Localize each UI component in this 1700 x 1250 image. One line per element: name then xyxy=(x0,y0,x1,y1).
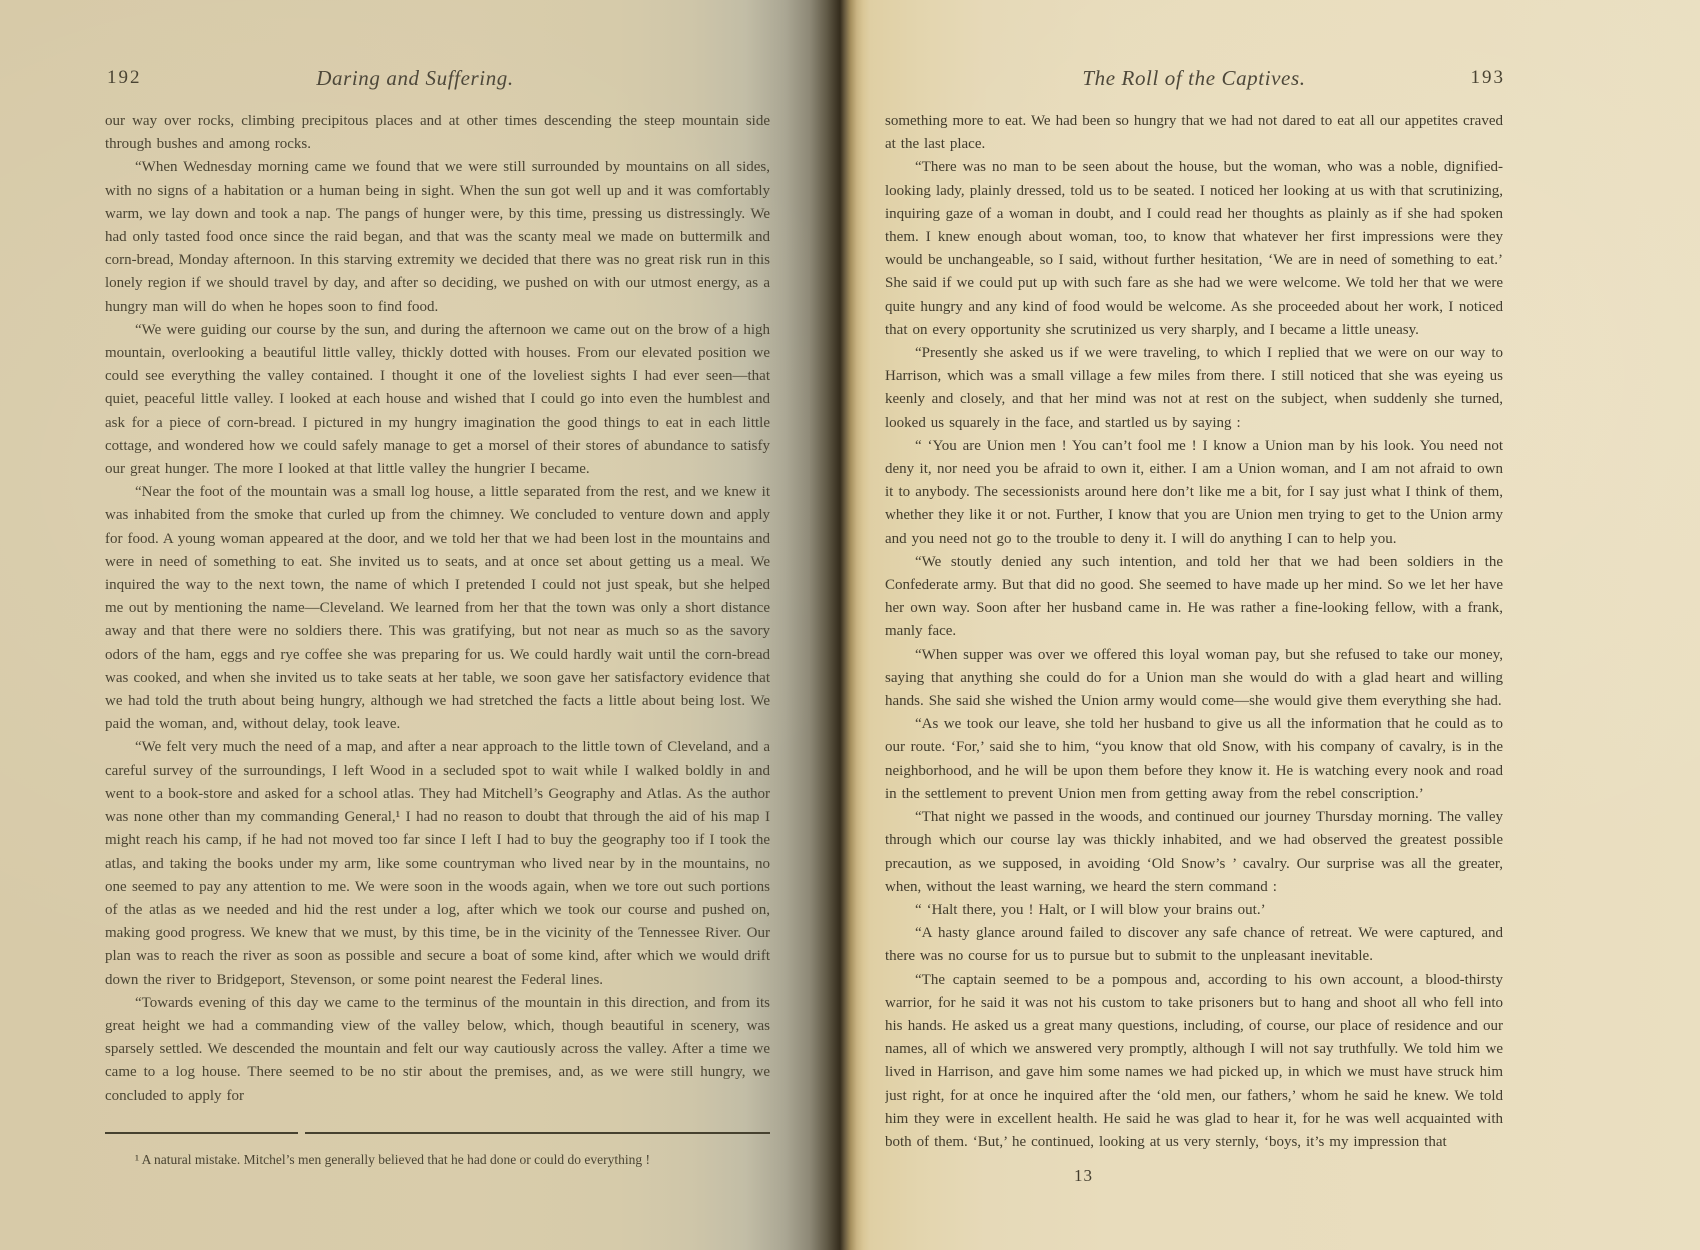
right-page-number: 193 xyxy=(1470,67,1505,88)
paragraph: “When Wednesday morning came we found that we were still surrounded by mountains on all sides, with no signs of a habitation or a human being in sight. When the sun got well up and it was comfortably warm, we lay down and took a nap. The pangs of hunger were, by this time, pressing us distressingly. We had only tasted food once since the raid began, and that was the scanty meal we made on buttermilk and corn-bread, Monday afternoon. In this starving extremity we decided that there was no great risk run in this lonely region if we should travel by day, and after so deciding, we pushed on with our utmost energy, as a hungry man will do when he hopes soon to find food. xyxy=(105,159,770,315)
book-gutter-shadow xyxy=(810,0,870,1250)
paragraph: “We stoutly denied any such intention, and told her that we had been soldiers in the Confederate army. But that did no good. She seemed to have made up her mind. So we let her have her own way. Soon after her husband came in. He was rather a fine-looking fellow, with a frank, manly face. xyxy=(885,553,1503,640)
paragraph: “We felt very much the need of a map, and after a near approach to the little town of Cleveland, and a careful survey of the surroundings, I left Wood in a secluded spot to wait while I walked boldly in and went to a book-store and asked for a school atlas. They had Mitchell’s Geography and Atlas. As the author was none other than my commanding General,¹ I had no reason to doubt that through the aid of his map I might reach his camp, if he had not moved too far since I left I had to buy the geography too if I took the atlas, and taking the books under my arm, like some countryman who lived near by in the mountains, no one seemed to pay any attention to me. We were soon in the woods again, when we tore out such portions of the atlas as we needed and hid the rest under a log, after which we took our course and pushed on, making good progress. We knew that we must, by this time, be in the vicinity of the Tennessee River. Our plan was to reach the river as soon as possible and secure a boat of some kind, after which we would drift down the river to Bridgeport, Stevenson, or some point nearest the Federal lines. xyxy=(105,739,770,988)
left-page-body xyxy=(105,110,770,1108)
paragraph: “ ‘Halt there, you ! Halt, or I will blow your brains out.’ xyxy=(915,901,1266,918)
right-page-body xyxy=(885,110,1503,1154)
left-running-header-row xyxy=(85,66,745,96)
paragraph: “When supper was over we offered this loyal woman pay, but she refused to take our money, saying that anything she could do for a Union man she would do with a glad heart and willing hands. She said she wished the Union army would come—she would give them everything she had. xyxy=(885,646,1503,710)
left-page xyxy=(0,0,810,1250)
footnote-rule-segment xyxy=(305,1132,771,1134)
paragraph: “We were guiding our course by the sun, and during the afternoon we came out on the brow of a high mountain, overlooking a beautiful little valley, thickly dotted with houses. From our elevated position we could see everything the valley contained. I thought it one of the loveliest sights I had ever seen—that quiet, peaceful little valley. I looked at each house and wished that I could go into even the humblest and ask for a piece of corn-bread. I pictured in my hungry imagination the good things to eat in each little cottage, and wondered how we could safely manage to get a morsel of their stores of abundance to satisfy our great hunger. The more I looked at that little valley the hungrier I became. xyxy=(105,321,770,478)
left-running-head: Daring and Suffering. xyxy=(316,66,514,90)
paragraph: “Presently she asked us if we were traveling, to which I replied that we were on our way to Harrison, which was a small village a few miles from there. I still noticed that she was eyeing us keenly and closely, and that her mind was not at rest on the subject, when suddenly she turned, looked us squarely in the face, and startled us by saying : xyxy=(885,345,1503,431)
footnote-rule-segment xyxy=(105,1132,298,1134)
right-running-header-row xyxy=(885,66,1503,96)
paragraph: our way over rocks, climbing precipitous places and at other times descending the steep mountain side through bushes and among rocks. xyxy=(105,113,770,153)
right-running-head: The Roll of the Captives. xyxy=(1082,66,1306,90)
paragraph: “Near the foot of the mountain was a small log house, a little separated from the rest, and we knew it was inhabited from the smoke that curled up from the chimney. We concluded to venture down and apply for food. A young woman appeared at the door, and we told her that we had been lost in the mountains and were in need of something to eat. She invited us to seats, and at once set about getting us a meal. We inquired the way to the next town, the name of which I pretended I could not just speak, but she helped me out by mentioning the name—Cleveland. We learned from her that the town was only a short distance away and that there were no soldiers there. This was gratifying, but not near as much so as the savory odors of the ham, eggs and rye coffee she was preparing for us. We could hardly wait until the corn-bread was cooked, and when she invited us to take seats at her table, we soon gave her satisfactory evidence that we had told the truth about being hungry, although we had stretched the facts a little about being lost. We paid the woman, and, without delay, took leave. xyxy=(105,484,770,733)
paragraph: “That night we passed in the woods, and continued our journey Thursday morning. The valley through which our course lay was thickly inhabited, and we had observed the greatest possible precaution, as we supposed, in avoiding ‘Old Snow’s ’ cavalry. Our surprise was all the greater, when, without the least warning, we heard the stern command : xyxy=(885,809,1503,895)
paragraph: something more to eat. We had been so hungry that we had not dared to eat all our appetites craved at the last place. xyxy=(885,113,1503,153)
left-page-number: 192 xyxy=(107,67,142,88)
right-page xyxy=(870,0,1700,1250)
footnote-rule xyxy=(105,1132,770,1135)
footnote-text: ¹ A natural mistake. Mitchel’s men generally believed that he had done or could do everything ! xyxy=(135,1152,651,1167)
paragraph: “Towards evening of this day we came to the terminus of the mountain in this direction, and from its great height we had a commanding view of the valley below, which, though beautiful in scenery, was sparsely settled. We descended the mountain and felt our way cautiously across the valley. After a time we came to a log house. There seemed to be no stir about the premises, and, as we were still hungry, we concluded to apply for xyxy=(105,994,770,1104)
paragraph: “ ‘You are Union men ! You can’t fool me ! I know a Union man by his look. You need not deny it, nor need you be afraid to own it, either. I am a Union woman, and I am not afraid to own it to anybody. The secessionists around here don’t like me a bit, for I say just what I think of them, whether they like it or not. Further, I know that you are Union men trying to get to the Union army and you need not go to the trouble to deny it. I will do anything I can to help you. xyxy=(885,437,1503,547)
paragraph: “The captain seemed to be a pompous and, according to his own account, a blood-thirsty warrior, for he said it was not his custom to take prisoners but to hang and shoot all who fell into his hands. He asked us a great many questions, including, of course, our place of residence and our names, all of which we answered very promptly, although I will not say truthfully. We told him we lived in Harrison, and gave him some names we had picked up, in which we must have struck him just right, for at once he inquired after the ‘old men, our fathers,’ whom he said he knew. We told him they were in excellent health. He said he was glad to hear it, for he was well acquainted with both of them. ‘But,’ he continued, looking at us very sternly, ‘boys, it’s my impression that xyxy=(885,971,1503,1150)
paragraph: “As we took our leave, she told her husband to give us all the information that he could as to our route. ‘For,’ said she to him, “you know that old Snow, with his company of cavalry, is in the neighborhood, and he will be upon them before they know it. He is watching every nook and road in the settlement to prevent Union men from getting away from the rebel conscription.’ xyxy=(885,716,1503,802)
left-page-footnote-area xyxy=(105,1132,770,1169)
signature-mark: 13 xyxy=(1074,1166,1093,1185)
paragraph: “A hasty glance around failed to discover any safe chance of retreat. We were captured, and there was no course for us to pursue but to submit to the unpleasant inevitable. xyxy=(885,925,1503,965)
paragraph: “There was no man to be seen about the house, but the woman, who was a noble, dignified-looking lady, plainly dressed, told us to be seated. I noticed her looking at us with that scrutinizing, inquiring gaze of a woman in doubt, and I could read her thoughts as plainly as if she had spoken them. I knew enough about woman, too, to know that whatever her first impressions were they would be unchangeable, so I said, without further hesitation, ‘We are in need of something to eat.’ She said if we could put up with such fare as she had we were welcome. We told her that we were quite hungry and any kind of food would be welcome. As she proceeded about her work, I noticed that on every opportunity she scrutinized us very sharply, and I became a little uneasy. xyxy=(885,159,1503,338)
